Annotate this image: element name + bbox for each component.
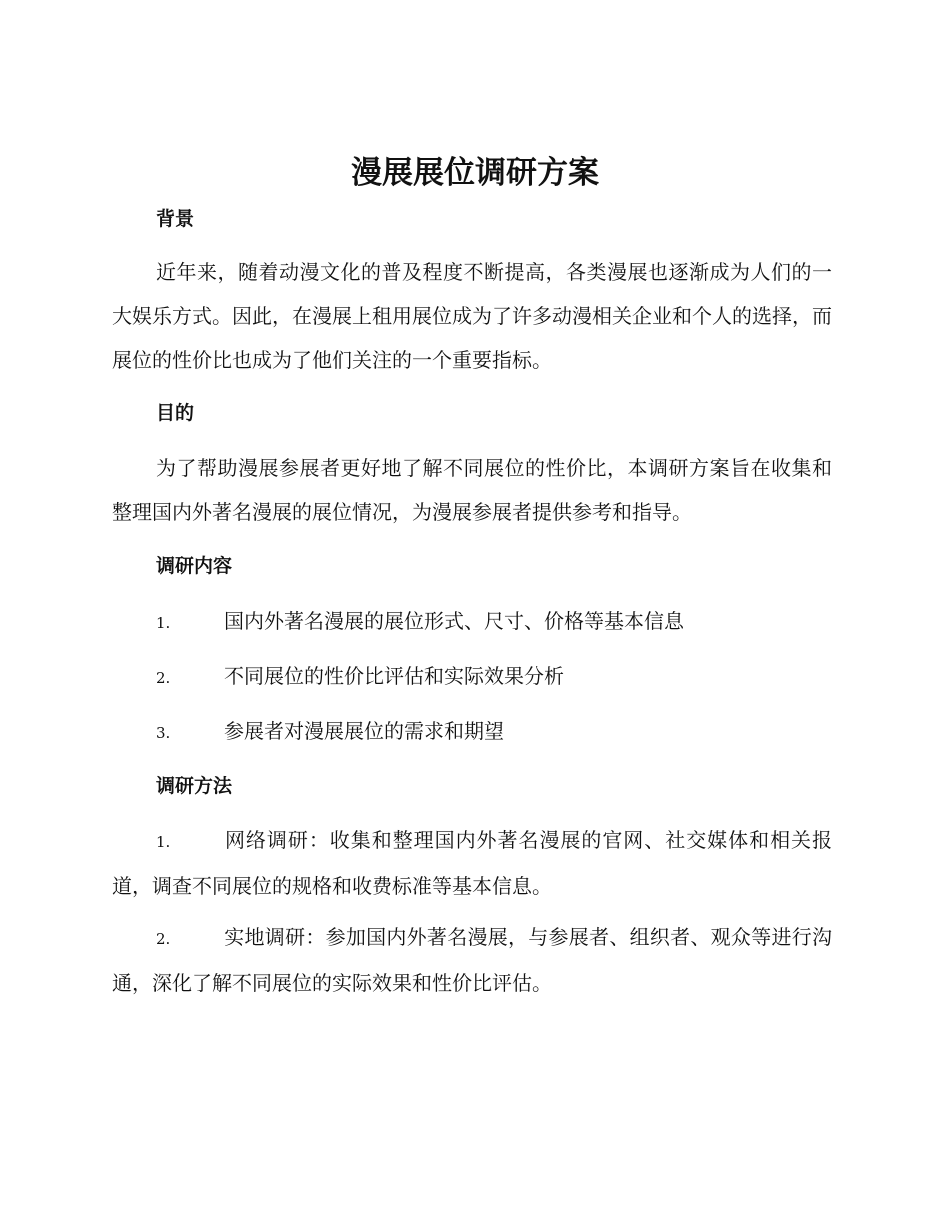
section-heading-background: 背景	[156, 208, 195, 230]
paragraph-purpose: 为了帮助漫展参展者更好地了解不同展位的性价比，本调研方案旨在收集和整理国内外著名漫展的展位情况，为漫展参展者提供参考和指导。	[112, 456, 832, 524]
list-item	[156, 606, 836, 638]
list-item-number: 1.	[156, 614, 171, 632]
list-item-text: 国内外著名漫展的展位形式、尺寸、价格等基本信息	[224, 609, 684, 633]
document-title: 漫展展位调研方案	[351, 155, 599, 191]
section-heading-research-content: 调研内容	[156, 555, 233, 577]
method-item	[112, 915, 832, 1005]
list-item-text: 参展者对漫展展位的需求和期望	[224, 719, 504, 743]
method-item-number: 2.	[156, 930, 171, 948]
section-heading-research-methods: 调研方法	[156, 775, 233, 797]
list-item-number: 3.	[156, 724, 171, 742]
method-item-text: 实地调研：参加国内外著名漫展，与参展者、组织者、观众等进行沟通，深化了解不同展位的实际效果和性价比评估。	[112, 925, 832, 995]
method-item-text: 网络调研：收集和整理国内外著名漫展的官网、社交媒体和相关报道，调查不同展位的规格和收费标准等基本信息。	[112, 828, 832, 898]
section-heading-purpose: 目的	[156, 402, 195, 424]
list-item	[156, 661, 836, 693]
list-item-number: 2.	[156, 669, 171, 687]
paragraph-background: 近年来，随着动漫文化的普及程度不断提高，各类漫展也逐渐成为人们的一大娱乐方式。因此，在漫展上租用展位成为了许多动漫相关企业和个人的选择，而展位的性价比也成为了他们关注的一个重要指标。	[112, 260, 832, 372]
list-item	[156, 716, 836, 748]
method-item-number: 1.	[156, 833, 171, 851]
method-item	[112, 818, 832, 908]
list-item-text: 不同展位的性价比评估和实际效果分析	[224, 664, 564, 688]
